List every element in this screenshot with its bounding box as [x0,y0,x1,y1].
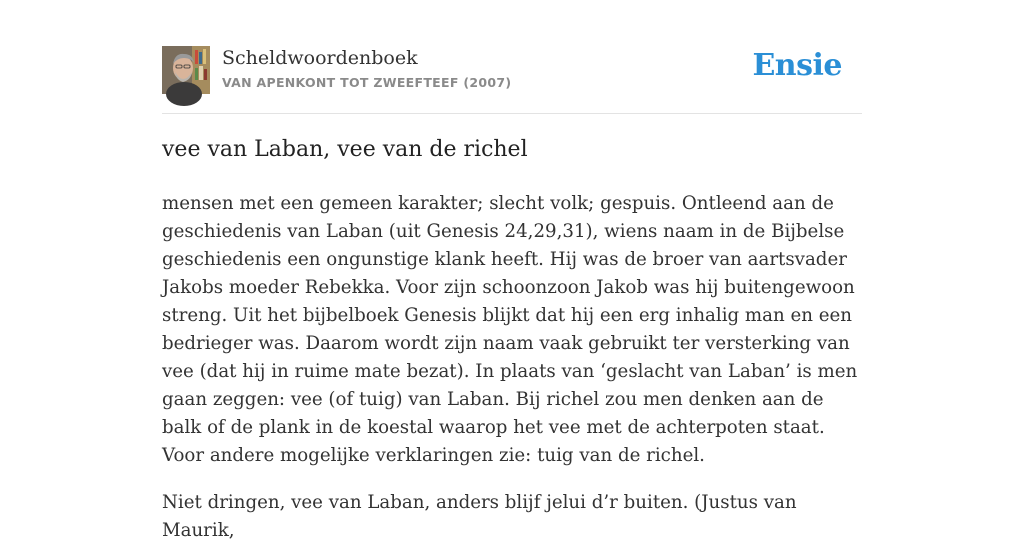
header-divider [162,113,862,114]
author-avatar-image [162,46,210,94]
source-header [162,46,862,98]
source-subtitle: VAN APENKONT TOT ZWEEFTEEF (2007) [222,75,512,90]
entry-definition: mensen met een gemeen karakter; slecht volk; gespuis. Ontleend aan de geschiedenis van Laban (uit Genesis 24,29,31), wiens naam in de Bijbelse geschiedenis een ongunstige klank heeft. Hij was de broer van aartsvader Jakobs moeder Rebekka. Voor zijn schoonzoon Jakob was hij buitengewoon streng. Uit het bijbelboek Genesis blijkt dat hij een erg inhalig man en een bedrieger was. Daarom wordt zijn naam vaak gebruikt ter versterking van vee (dat hij in ruime mate bezat). In plaats van ‘geslacht van Laban’ is men gaan zeggen: vee (of tuig) van Laban. Bij richel zou men denken aan de balk of de plank in de koestal waarop het vee met de achterpoten staat. Voor andere mogelijke verklaringen zie: tuig van de richel. [162,193,858,466]
brand-logo[interactable]: Ensie [752,48,842,83]
entry-example: Niet dringen, vee van Laban, anders blijf jelui d’r buiten. (Justus van Maurik, [162,492,797,541]
author-avatar[interactable] [162,46,210,94]
entry-title: vee van Laban, vee van de richel [162,137,528,162]
source-title[interactable]: Scheldwoordenboek [222,47,418,69]
